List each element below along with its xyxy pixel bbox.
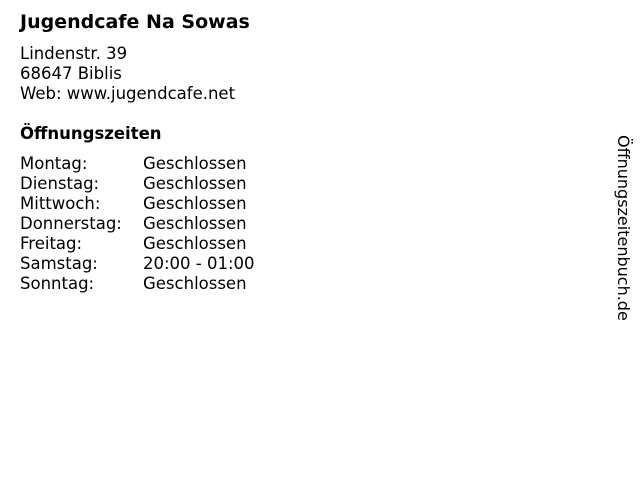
street-address: Lindenstr. 39 xyxy=(20,44,128,63)
time-value: 20:00 - 01:00 xyxy=(143,254,255,273)
hours-row-friday xyxy=(20,234,255,254)
address-block xyxy=(20,44,235,104)
city-address: 68647 Biblis xyxy=(20,64,122,83)
time-value: Geschlossen xyxy=(143,274,247,293)
site-watermark: Öffnungszeitenbuch.de xyxy=(614,135,633,321)
day-label: Sonntag: xyxy=(20,274,95,293)
day-label: Samstag: xyxy=(20,254,98,273)
website-line: Web: www.jugendcafe.net xyxy=(20,84,236,103)
time-value: Geschlossen xyxy=(143,194,247,213)
hours-row-thursday xyxy=(20,214,255,234)
day-label: Donnerstag: xyxy=(20,214,122,233)
hours-row-monday xyxy=(20,154,255,174)
time-value: Geschlossen xyxy=(143,234,247,253)
hours-row-wednesday xyxy=(20,194,255,214)
opening-hours-table xyxy=(20,154,255,294)
time-value: Geschlossen xyxy=(143,174,247,193)
day-label: Mittwoch: xyxy=(20,194,101,213)
hours-row-tuesday xyxy=(20,174,255,194)
time-value: Geschlossen xyxy=(143,154,247,173)
day-label: Freitag: xyxy=(20,234,83,253)
time-value: Geschlossen xyxy=(143,214,247,233)
hours-row-saturday xyxy=(20,254,255,274)
opening-hours-heading: Öffnungszeiten xyxy=(20,124,162,143)
day-label: Dienstag: xyxy=(20,174,100,193)
business-name: Jugendcafe Na Sowas xyxy=(20,11,250,33)
day-label: Montag: xyxy=(20,154,88,173)
hours-row-sunday xyxy=(20,274,255,294)
